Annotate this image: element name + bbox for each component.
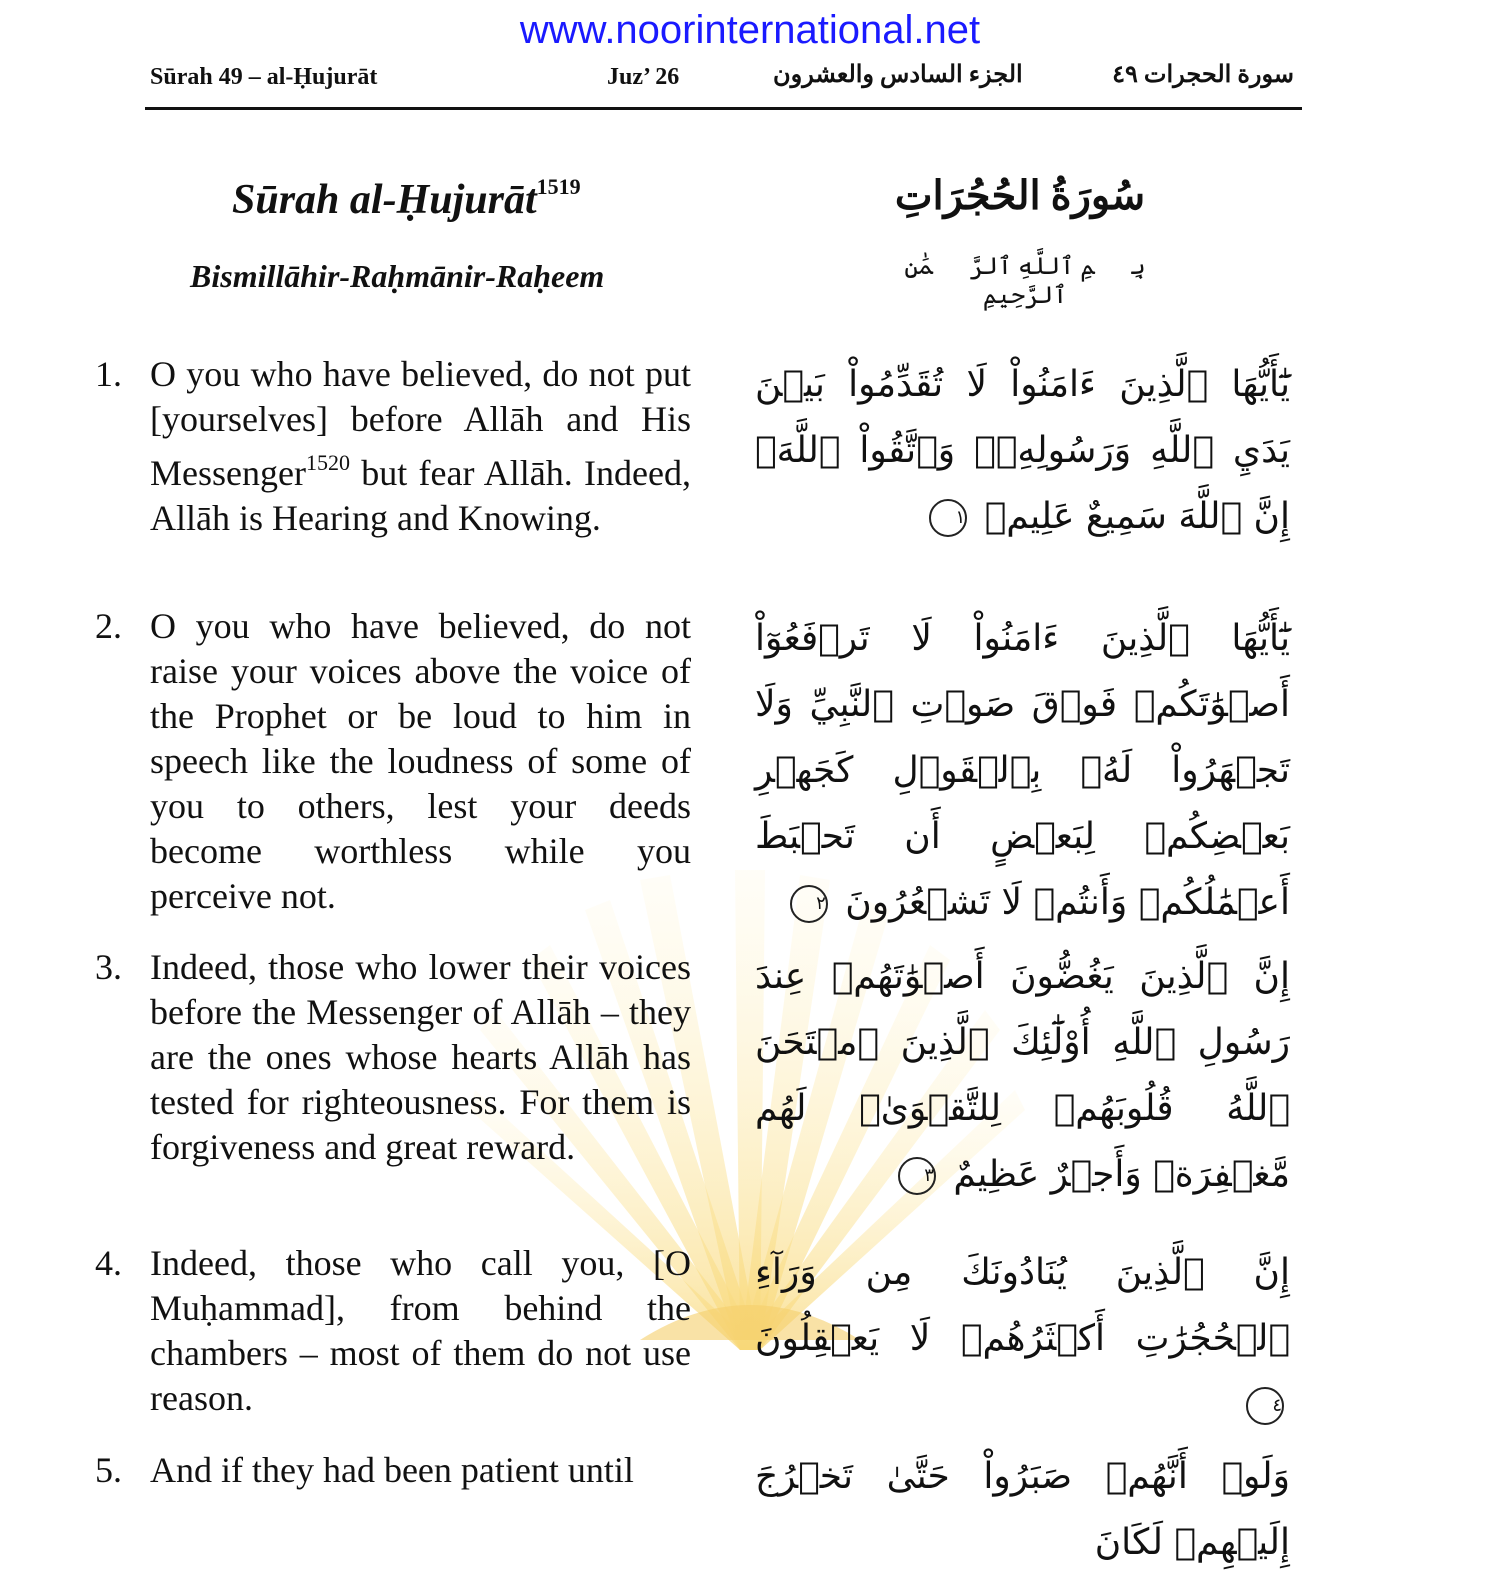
surah-title-arabic: سُورَةُ الحُجُرَاتِ [894,173,1146,218]
bismillah-arabic: بِسۡمِ ٱللَّهِ ٱلرَّحۡمَٰنِ ٱلرَّحِيمِ [904,254,1146,309]
verse-english-1: 1. O you who have believed, do not put [yourselves] before Allāh and His Messenger$^{1520}$ but fear Allāh. Indeed, Allāh is Hearing and Knowing. [95,354,691,538]
verse-arabic-2: يَٰٓأَيُّهَا ٱلَّذِينَ ءَامَنُواْ لَا تَرۡفَعُوٓاْ أَصۡوَٰتَكُمۡ فَوۡقَ صَوۡتِ ٱلنَّبِيِّ وَلَا تَجۡهَرُواْ لَهُۥ بِٱلۡقَوۡلِ كَجَهۡرِ بَعۡضِكُمۡ لِبَعۡضٍ أَن تَحۡبَطَ أَعۡمَٰلُكُمۡ وَأَنتُمۡ لَا تَشۡعُرُونَ ٢ [755,618,1290,923]
ayah-end-marker: ٤ [1246,1387,1284,1425]
verse-arabic-1: يَٰٓأَيُّهَا ٱلَّذِينَ ءَامَنُواْ لَا تُقَدِّمُواْ بَيۡنَ يَدَيِ ٱللَّهِ وَرَسُولِهِۦۖ وَٱتَّقُواْ ٱللَّهَۚ إِنَّ ٱللَّهَ سَمِيعٌ عَلِيمٞ ١ [755,364,1290,537]
verse-english-5: 5. And if they had been patient until [95,1448,691,1493]
header-juz-english: Juz’ 26 [607,64,680,90]
site-url[interactable]: www.noorinternational.net [519,8,981,52]
surah-title-english: Sūrah al-Ḥujurāt$^{1519}$ [232,174,581,223]
header-rule [145,107,1302,110]
verse-number: 4. [95,1243,122,1283]
verse-english-4: 4. Indeed, those who call you, [O Muḥammad], from behind the chambers – most of them do not use reason. [95,1243,691,1418]
verse-number: 3. [95,947,122,987]
header-surah-english: Sūrah 49 – al-Ḥujurāt [150,64,378,90]
header-juz-arabic: الجزء السادس والعشرون [773,62,1023,88]
verse-arabic-5: وَلَوۡ أَنَّهُمۡ صَبَرُواْ حَتَّىٰ تَخۡرُجَ إِلَيۡهِمۡ لَكَانَ [755,1456,1290,1563]
running-header [145,60,1302,100]
ayah-end-marker: ٢ [790,885,828,923]
verse-arabic-3: إِنَّ ٱلَّذِينَ يَغُضُّونَ أَصۡوَٰتَهُمۡ عِندَ رَسُولِ ٱللَّهِ أُوْلَٰٓئِكَ ٱلَّذِينَ ٱمۡتَحَنَ ٱللَّهُ قُلُوبَهُمۡ لِلتَّقۡوَىٰۚ لَهُم مَّغۡفِرَةٞ وَأَجۡرٌ عَظِيمٌ ٣ [755,956,1290,1195]
bismillah-english: Bismillāhir-Raḥmānir-Raḥeem [190,258,605,294]
verse-english-3: 3. Indeed, those who lower their voices before the Messenger of Allāh – they are the ones whose hearts Allāh has tested for righteousness. For them is forgiveness and great reward. [95,947,691,1167]
verse-number: 2. [95,606,122,646]
verse-number: 5. [95,1450,122,1490]
ayah-end-marker: ٣ [898,1157,936,1195]
footnote-marker[interactable]: 1520 [305,450,350,475]
verse-arabic-4: إِنَّ ٱلَّذِينَ يُنَادُونَكَ مِن وَرَآءِ ٱلۡحُجُرَٰتِ أَكۡثَرُهُمۡ لَا يَعۡقِلُونَ ٤ [755,1240,1290,1438]
footnote-marker[interactable]: 1519 [536,174,581,199]
verse-english-2: 2. O you who have believed, do not raise your voices above the voice of the Prophet or be loud to him in speech like the loudness of some of you to others, lest your deeds become worthless while you perceive not. [95,606,691,916]
verse-number: 1. [95,354,122,394]
header-surah-arabic: سورة الحجرات ٤٩ [1112,62,1294,88]
ayah-end-marker: ١ [929,499,967,537]
